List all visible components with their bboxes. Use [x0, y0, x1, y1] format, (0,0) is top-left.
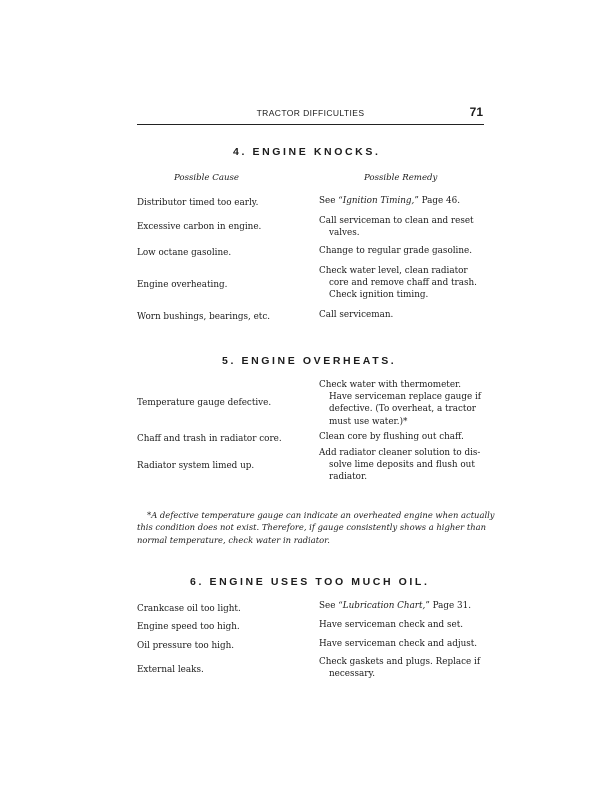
cause-text: Worn bushings, bearings, etc. [137, 312, 271, 322]
cause-text: Low octane gasoline. [137, 248, 232, 258]
remedy-text [319, 619, 491, 631]
remedy-line: See “Ignition Timing,” Page 46. [319, 196, 461, 206]
cause-text: Excessive carbon in engine. [137, 222, 262, 232]
remedy-text [319, 638, 491, 650]
cause-column-heading: Possible Cause [174, 173, 239, 183]
remedy-column-heading: Possible Remedy [364, 173, 438, 183]
remedy-line: Change to regular grade gasoline. [319, 246, 473, 256]
remedy-line: solve lime deposits and flush out [329, 460, 475, 471]
remedy-text [319, 309, 491, 321]
remedy-line: Have serviceman check and adjust. [319, 639, 478, 649]
running-header [137, 107, 484, 125]
remedy-line: Check water level, clean radiator [319, 266, 468, 276]
page-number: 71 [469, 105, 483, 119]
remedy-line: Have serviceman replace gauge if [329, 392, 482, 403]
footnote-line: normal temperature, check water in radiator. [137, 534, 330, 545]
remedy-text [319, 195, 491, 207]
remedy-line: necessary. [329, 669, 376, 680]
remedy-text [319, 656, 491, 680]
cause-text: Radiator system limed up. [137, 461, 255, 471]
cause-text: Engine speed too high. [137, 622, 240, 632]
cause-text: External leaks. [137, 665, 204, 675]
section-title-engine-knocks: 4. ENGINE KNOCKS. [233, 146, 381, 158]
remedy-text [319, 245, 491, 257]
remedy-text [319, 379, 491, 428]
running-title: TRACTOR DIFFICULTIES [256, 108, 365, 118]
cause-text: Engine overheating. [137, 280, 228, 290]
remedy-line: Add radiator cleaner solution to dis- [319, 448, 481, 458]
remedy-line: radiator. [329, 472, 368, 483]
remedy-line: Check water with thermometer. [319, 380, 462, 390]
cause-text: Chaff and trash in radiator core. [137, 434, 282, 444]
remedy-text [319, 447, 491, 484]
remedy-line: Clean core by flushing out chaff. [319, 432, 464, 442]
remedy-text [319, 600, 491, 612]
footnote-line: this condition does not exist. Therefore, if gauge consistently shows a higher than [137, 522, 486, 533]
remedy-line: See “Lubrication Chart,” Page 31. [319, 601, 472, 611]
remedy-line: Check gaskets and plugs. Replace if [319, 657, 481, 667]
remedy-text [319, 431, 491, 443]
remedy-text [319, 215, 491, 239]
remedy-line: Call serviceman to clean and reset [319, 216, 474, 226]
cause-text: Oil pressure too high. [137, 641, 235, 651]
remedy-text [319, 265, 491, 302]
footnote-line: *A defective temperature gauge can indicate an overheated engine when actually [147, 510, 495, 520]
section-title-engine-overheats: 5. ENGINE OVERHEATS. [222, 355, 397, 367]
footnote [137, 509, 495, 546]
cause-text: Distributor timed too early. [137, 198, 259, 208]
remedy-line: Check ignition timing. [329, 290, 429, 301]
remedy-line: Have serviceman check and set. [319, 620, 464, 630]
section-title-engine-uses-too-much-oil: 6. ENGINE USES TOO MUCH OIL. [190, 576, 430, 588]
remedy-line: valves. [329, 228, 360, 239]
remedy-line: must use water.)* [329, 416, 408, 427]
cause-text: Crankcase oil too light. [137, 604, 241, 614]
cause-text: Temperature gauge defective. [137, 398, 272, 408]
remedy-line: core and remove chaff and trash. [329, 278, 477, 289]
remedy-line: defective. (To overheat, a tractor [329, 404, 476, 415]
remedy-line: Call serviceman. [319, 310, 394, 320]
